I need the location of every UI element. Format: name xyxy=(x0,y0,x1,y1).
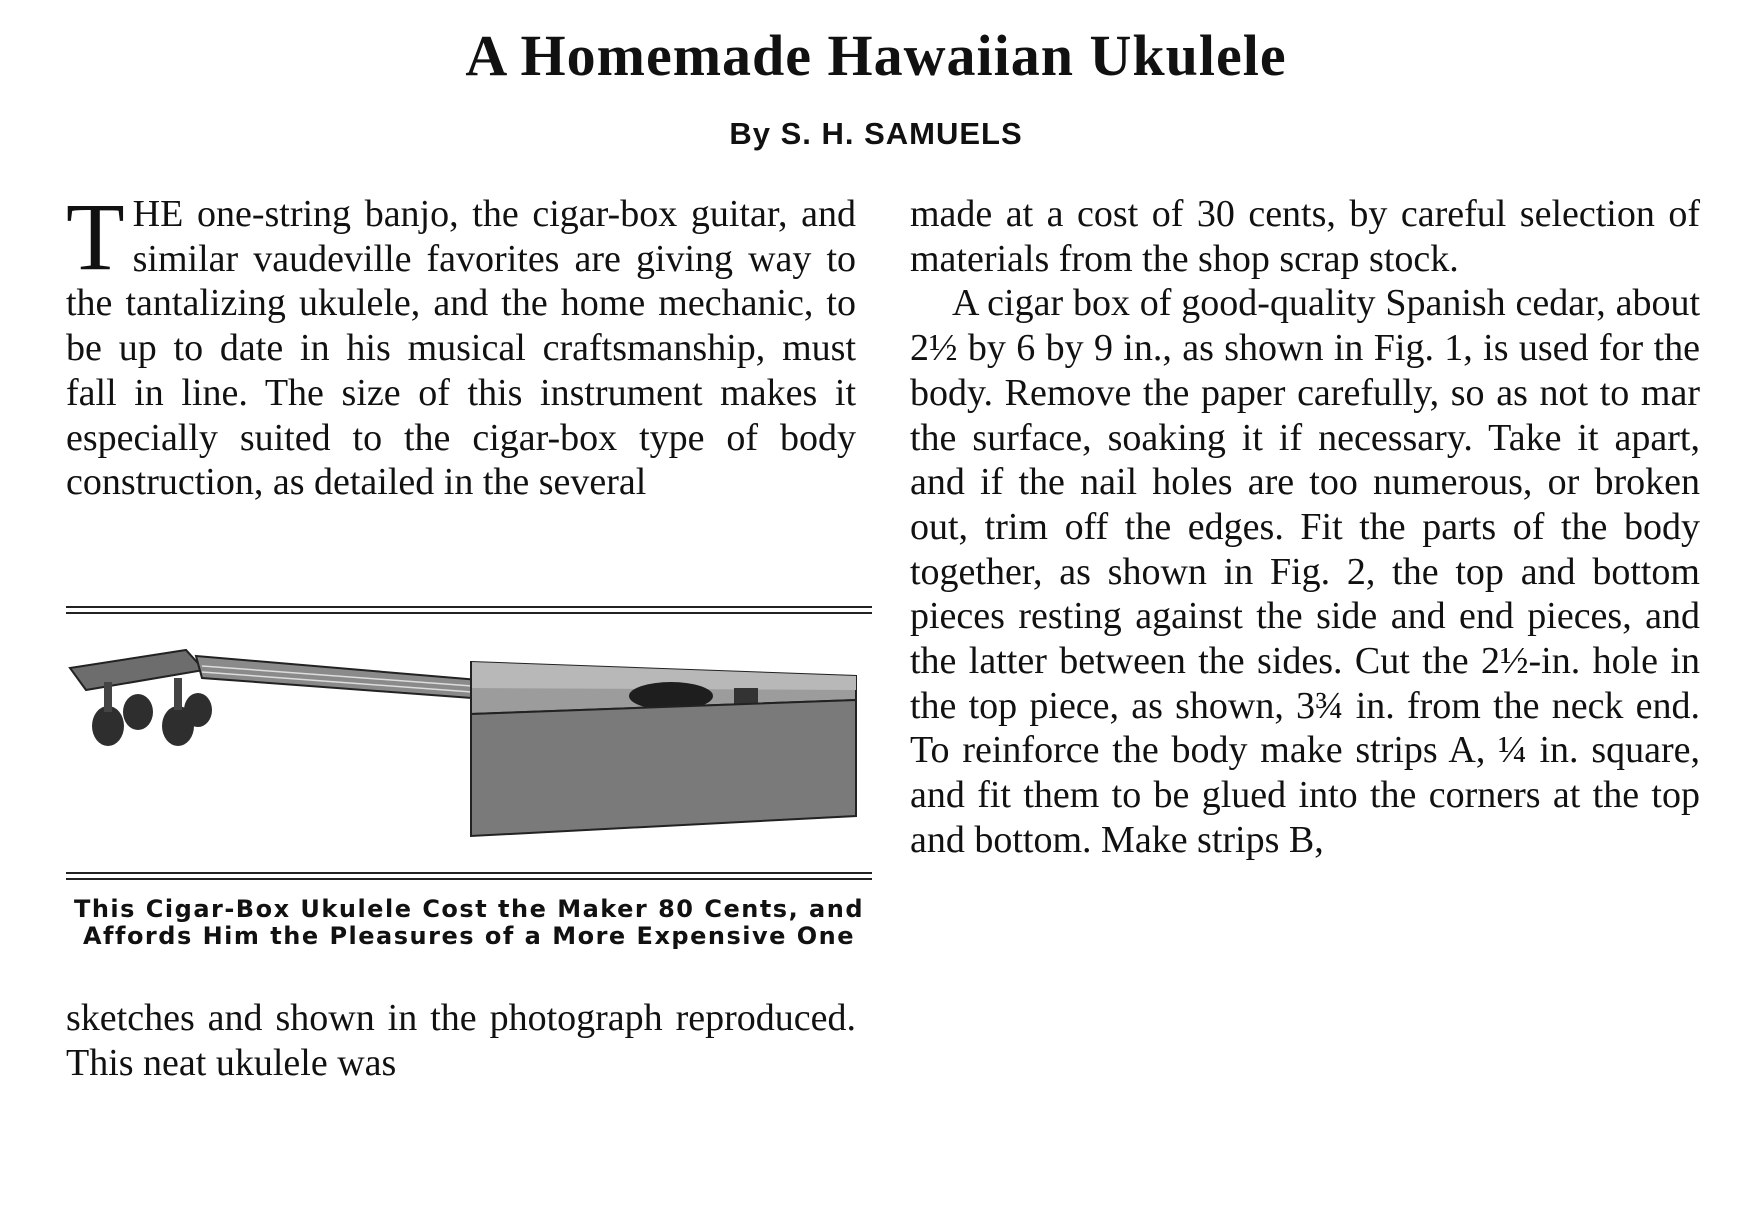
right-column-paragraph-1: made at a cost of 30 cents, by careful selection of materials from the shop scrap stock. xyxy=(910,193,1700,280)
drop-cap: T xyxy=(66,183,125,290)
left-column-paragraph: HE one-string banjo, the cigar-box guitar, and similar vaudeville favorites are giving way to the tantalizing ukulele, and the home mechanic, to be up to date in his musical craftsmanship, must fall in line. The size of this instrument makes it especially suited to the cigar-box type of body construction, as detailed in the several xyxy=(66,193,856,504)
figure-caption: This Cigar-Box Ukulele Cost the Maker 80 Cents, and Affords Him the Pleasures of a More Expensive One xyxy=(73,895,865,950)
article-title: A Homemade Hawaiian Ukulele xyxy=(465,23,1287,88)
figure-top-rule-2 xyxy=(66,612,872,614)
figure-bottom-rule-2 xyxy=(66,878,872,880)
figure-bottom-rule xyxy=(66,872,872,874)
left-column-text-bottom: sketches and shown in the photograph reproduced. This neat ukulele was xyxy=(66,997,856,1084)
ukulele-photograph xyxy=(66,626,872,866)
left-column-text-top xyxy=(66,183,856,505)
figure-top-rule xyxy=(66,606,872,608)
right-column-text xyxy=(910,192,1700,863)
article-byline: By S. H. SAMUELS xyxy=(729,116,1023,151)
right-column-paragraph-2: A cigar box of good-quality Spanish cedar, about 2½ by 6 by 9 in., as shown in Fig. 1, is used for the body. Remove the paper carefully, so as not to mar the surface, soaking it if necessary. Take it apart, and if the nail holes are too numerous, or broken out, trim off the edges. Fit the parts of the body together, as shown in Fig. 2, the top and bottom pieces resting against the side and end pieces, and the latter between the sides. Cut the 2½-in. hole in the top piece, as shown, 3¾ in. from the neck end. To reinforce the body make strips A, ¼ in. square, and fit them to be glued into the corners at the top and bottom. Make strips B, xyxy=(910,282,1700,861)
